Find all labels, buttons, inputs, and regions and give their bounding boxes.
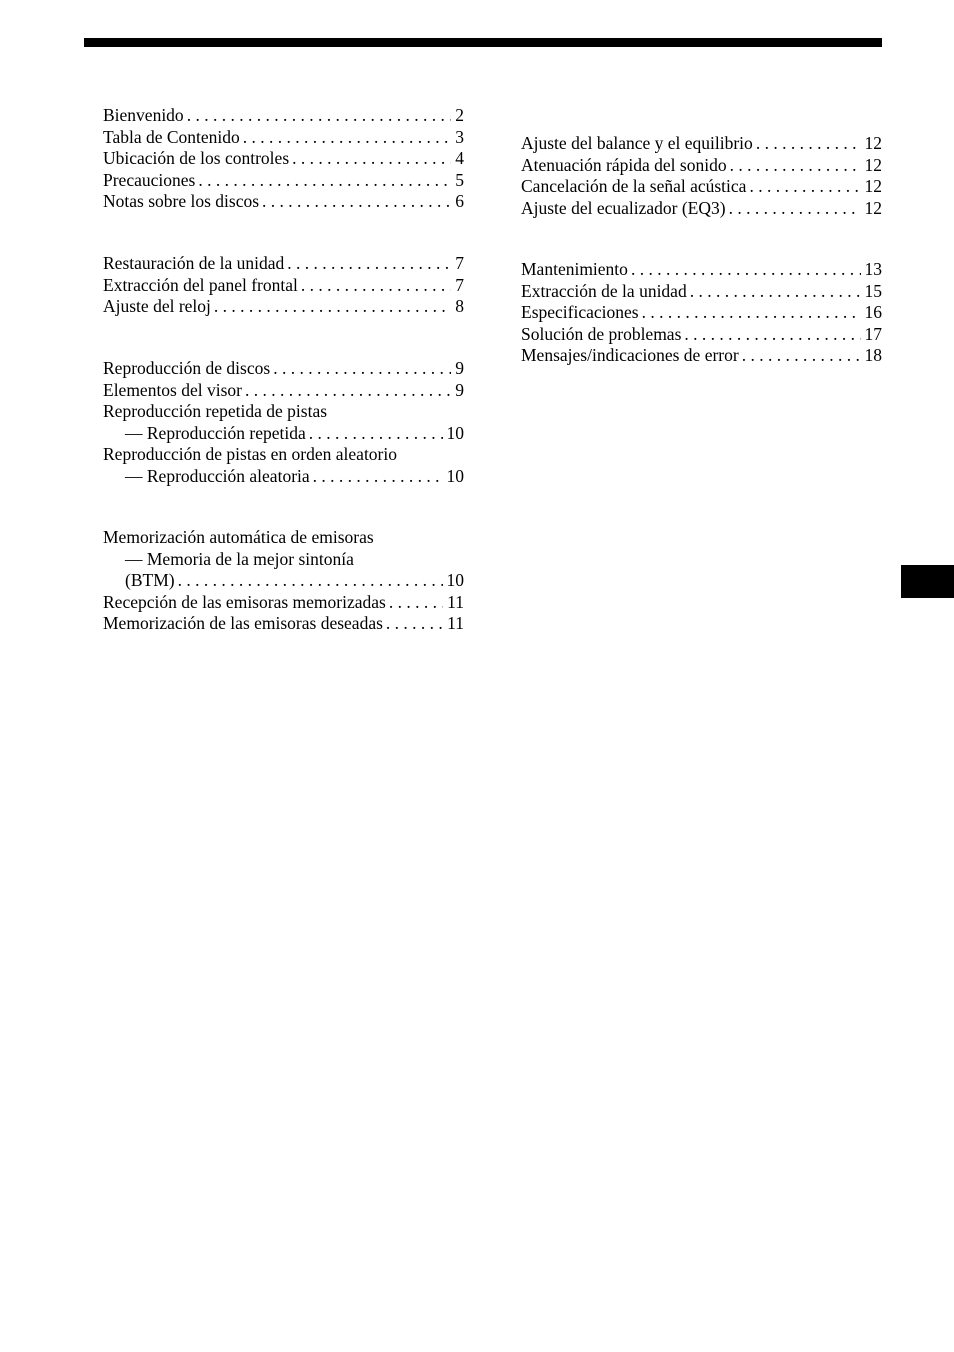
toc-entry[interactable] [103,191,464,213]
toc-entry-page: 13 [864,259,882,279]
toc-entry-page: 2 [455,105,464,125]
leader-dots [639,302,861,324]
toc-left-group-1 [103,105,464,213]
toc-left-group-4 [103,527,464,635]
toc-entry[interactable] [521,345,882,367]
toc-entry-page: 10 [446,422,464,443]
toc-entry-page: 9 [455,379,464,400]
toc-entry[interactable] [103,148,464,170]
toc-left-group-2 [103,253,464,318]
leader-dots [746,176,860,198]
toc-entry-title: Elementos del visor [103,379,243,400]
leader-dots [386,592,443,614]
toc-entry-page: 7 [455,274,464,295]
toc-entry-title: Ajuste del balance y el equilibrio [521,133,753,153]
toc-entry-title-line[interactable]: Reproducción repetida de pistas [103,401,328,421]
toc-entry[interactable] [103,296,464,318]
toc-entry-page: 16 [864,302,882,322]
toc-entry[interactable] [103,466,464,488]
toc-entry[interactable] [103,592,464,614]
toc-entry-title: (BTM) [125,570,175,590]
leader-dots [628,259,861,281]
toc-entry[interactable] [521,324,882,346]
toc-entry[interactable] [521,176,882,198]
toc-entry-page: 12 [864,197,882,218]
toc-entry[interactable] [103,105,464,127]
toc-entry-title: Ubicación de los controles [103,148,290,168]
leader-dots [259,191,451,213]
toc-entry-title: Ajuste del ecualizador (EQ3) [521,197,726,218]
toc-entry[interactable] [103,127,464,149]
toc-entry[interactable] [521,281,882,303]
toc-entry-title-line[interactable]: Reproducción de pistas en orden aleatorio [103,444,397,464]
leader-dots [270,358,451,380]
side-tab-marker [901,565,954,598]
top-rule [84,38,882,47]
toc-entry-title: Notas sobre los discos [103,191,260,211]
toc-entry-title: Memorización de las emisoras deseadas [103,613,383,633]
toc-entry[interactable] [103,253,464,275]
toc-entry-title: Bienvenido [103,105,184,125]
toc-entry-page: 5 [455,169,464,190]
leader-dots [284,253,451,275]
toc-right-group-1 [521,133,882,219]
toc-entry-page: 18 [864,345,882,365]
toc-entry[interactable] [521,155,882,177]
toc-entry-title: — Reproducción aleatoria [125,465,310,486]
toc-entry[interactable] [103,380,464,402]
toc-entry[interactable] [103,358,464,380]
leader-dots [310,466,443,488]
leader-dots [195,170,451,192]
toc-entry[interactable] [521,133,882,155]
toc-entry[interactable] [521,198,882,220]
leader-dots [184,105,452,127]
toc-entry-title: Precauciones [103,169,196,190]
toc-entry-page: 10 [446,570,464,590]
toc-entry-page: 9 [455,358,464,378]
toc-entry-page: 8 [455,296,464,316]
toc-entry-page: 7 [455,253,464,273]
toc-entry[interactable] [103,423,464,445]
toc-entry-title: Restauración de la unidad [103,253,285,273]
toc-entry-title: Cancelación de la señal acústica [521,176,747,196]
toc-entry-title: Atenuación rápida del sonido [521,154,727,175]
toc-entry-title: Ajuste del reloj [103,296,211,316]
toc-entry-page: 3 [455,126,464,147]
toc-entry-page: 11 [447,591,464,612]
toc-entry[interactable] [103,570,464,592]
toc-entry-title-line[interactable]: Memorización automática de emisoras [103,527,374,547]
toc-entry-page: 15 [864,280,882,301]
toc-entry-page: 12 [864,154,882,175]
toc-entry[interactable] [103,613,464,635]
leader-dots [681,324,860,346]
toc-entry[interactable] [521,302,882,324]
leader-dots [383,613,443,635]
toc-entry-title: Reproducción de discos [103,358,271,378]
leader-dots [289,148,451,170]
toc-entry-page: 12 [864,176,882,196]
leader-dots [211,296,451,318]
toc-entry-page: 17 [864,323,882,344]
toc-entry-title: — Reproducción repetida [125,422,306,443]
toc-entry-page: 11 [447,613,464,633]
toc-entry-title: Solución de problemas [521,323,682,344]
leader-dots [306,423,443,445]
toc-entry[interactable] [103,275,464,297]
leader-dots [298,275,451,297]
toc-entry-title: Recepción de las emisoras memorizadas [103,591,386,612]
leader-dots [753,133,861,155]
toc-entry-title: Mantenimiento [521,259,628,279]
leader-dots [739,345,861,367]
toc-entry-page: 6 [455,191,464,211]
toc-entry-title-line[interactable]: — Memoria de la mejor sintonía [125,548,354,569]
toc-entry-title: Especificaciones [521,302,639,322]
toc-entry[interactable] [521,259,882,281]
leader-dots [727,155,861,177]
toc-entry-title: Extracción del panel frontal [103,274,298,295]
leader-dots [242,380,451,402]
toc-entry[interactable] [103,170,464,192]
toc-entry-page: 4 [455,148,464,168]
leader-dots [240,127,451,149]
leader-dots [175,570,443,592]
toc-right-group-2 [521,259,882,367]
toc-entry-title: Mensajes/indicaciones de error [521,345,739,365]
leader-dots [687,281,861,303]
toc-left-group-3 [103,358,464,487]
leader-dots [726,198,861,220]
toc-entry-page: 12 [864,133,882,153]
toc-entry-title: Tabla de Contenido [103,126,240,147]
toc-entry-title: Extracción de la unidad [521,280,687,301]
toc-entry-page: 10 [446,465,464,486]
